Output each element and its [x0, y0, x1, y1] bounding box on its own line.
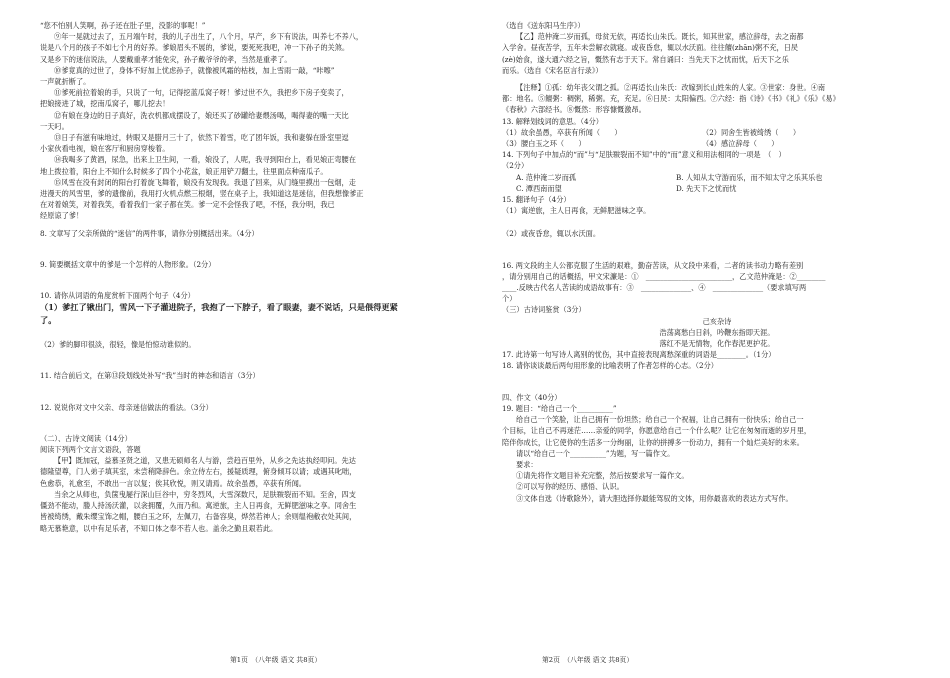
jia-passage-line: 当余之从师也，负箧曳屣行深山巨谷中，穷冬烈风，大雪深数尺，足肤皲裂而不知。至舍，四支 — [54, 489, 356, 499]
question-16-line: ____.反映古代名人苦读的成语故事有：③ ______________、④ ______________（要求填写两 — [502, 283, 807, 293]
essay-task: 请以“给自己一个__________”为题，写一篇作文。 — [516, 448, 675, 458]
text-line: 小家伙看电视，娘在客厅和厨房穿梭着。 — [40, 144, 170, 154]
text-line: ⑩爹竟真的过世了，身体不好加上忧虑孙子，就像被风霜的枯枝，加上雪雨一敲，“咔嚓” — [54, 65, 335, 75]
yi-passage-line: 【乙】范仲淹二岁而孤，母贫无依，再适长山朱氏。既长，知其世家，感泣辞母，去之南都 — [516, 32, 804, 42]
text-line: 在对着娘笑，对着我笑，看着我们一家子都在笑。爹一定不会怪我了吧，不怪，我分明，我已 — [40, 200, 335, 210]
jia-passage-line: 僵劲不能动，媵人持汤沃灌，以衾拥覆，久而乃和。寓逆旅，主人日再食，无鲜肥滋味之享。同舍生 — [40, 501, 357, 511]
question-14: 14. 下列句子中加点的“而”与“足肤皲裂而不知”中的“而”意义和用法相同的一项是 （ ） — [502, 150, 786, 160]
requirement-item: ②可以写你的经历、感悟、认识。 — [516, 482, 624, 492]
essay-prompt-line: 给自己一个笑脸，让自己拥有一份坦然；给自己一个祝福，让自己拥有一份快乐；给自己一 — [516, 415, 804, 425]
text-line: “您不怕别人笑啊，孙子还在肚子里，没影的事呢！” — [40, 21, 206, 30]
yi-passage-line: 入学舍。昼夜苦学，五年未尝解衣就寝。或夜昏怠，辄以水沃面。往往饘(zhān)粥不充，日昃 — [502, 43, 799, 53]
question-16-line: 个） — [502, 294, 517, 304]
text-line: 进漫天的风雪里，爹的遗像前，我用打火机点燃三根烟，竖在桌子上，我知道这是迷信，但我想像爹正 — [40, 189, 364, 199]
question-12: 12. 说说你对文中父亲、母亲迷信做法的看法。（3分） — [40, 402, 213, 412]
text-line: 把娘接进了城，挖南瓜窝子，哪儿挖去！ — [40, 99, 170, 109]
essay-prompt-line: 个目标，让自己不再迷茫……亲爱的同学，你愿意给自己一个什么呢？让它在匆匆而逝的岁月里， — [502, 426, 812, 436]
question-13-item: （1）故余虽愚，卒获有所闻（ ） — [502, 127, 622, 137]
text-line: ⑪爹死前拉着娘的手，只说了一句，记得挖蓝瓜窝子呀！爹过世不久，我把乡下房子变卖了， — [54, 88, 349, 98]
text-line: ⑫有娘在身边的日子真好，洗衣机都成摆设了，娘还买了砂罐给妻煨汤喝，喝得妻的嘴一天比 — [54, 110, 349, 120]
option-b: B. 人知从太守游而乐，而不知太守之乐其乐也 — [676, 172, 823, 182]
page-footer: 第1页 （八年级 语文 共8页） — [230, 656, 322, 664]
option-a: A. 范仲淹二岁而孤 — [516, 172, 577, 182]
text-line: 一声就折断了。 — [40, 77, 91, 87]
left-page — [40, 20, 470, 678]
question-15-item-2: （2）或夜昏怠，辄以水沃面。 — [502, 229, 601, 239]
text-line: 经原谅了爹！ — [40, 211, 84, 221]
notes-line: 【注释】①孤：幼年丧父谓之孤。②再适长山朱氏：改嫁到长山姓朱的人家。③世家：身世。④南 — [516, 83, 826, 93]
text-line: ⑭我喝多了黄酒，尿急，出来上卫生间，一看，娘没了，人呢，我寻到阳台上，看见娘正弯腰在 — [54, 155, 356, 165]
question-14-options-row — [502, 183, 932, 194]
jia-passage-line: 色愈恭，礼愈至，不敢出一言以复；俟其欣悦，则又请焉。故余虽愚，卒获有所闻。 — [40, 478, 306, 488]
question-10-sentence-1: （1）爹扛了锹出门，雪风一下子灌进院子，我抱了一下脖子，看了眼妻，妻不说话，只是偎得更紧 — [40, 302, 398, 313]
question-10-sentence-1-end: 了。 — [40, 315, 57, 326]
question-16-line: ，请分别用自己的话概括，甲文宋濂是：① ________________________，乙文范仲淹是：②________ — [502, 271, 826, 281]
question-13-row — [502, 138, 932, 149]
question-15: 15. 翻译句子（4分） — [502, 195, 571, 205]
text-line: ⑨年一晃就过去了，五月端午时，我的儿子出生了，八个月，早产，乡下有说法，叫养七不养八， — [54, 32, 364, 42]
section-4-heading: 四、作文（40分） — [502, 392, 562, 402]
question-17: 17. 此诗第一句写诗人离别的忧伤，其中直接表现离愁深重的词语是________。（1分） — [502, 350, 776, 360]
notes-line: 都：地名。⑤饘粥：稠粥，稀粥。充，充足。⑥日昃：太阳偏西。⑦六经：指《诗》《书》《礼》《乐》《易》 — [502, 94, 840, 104]
yi-passage-line: (zè)始食，遂大通六经之旨，慨然有志于天下。常自诵曰：当先天下之忧而忧，后天下之乐 — [502, 54, 789, 64]
right-page — [502, 20, 932, 678]
question-13: 13. 解释划线词的意思。（4分） — [502, 116, 603, 126]
jia-passage-line: 【甲】既加冠，益慕圣贤之道，又患无硕师名人与游，尝趋百里外，从乡之先达执经叩问。先达 — [54, 456, 356, 466]
jia-passage-line: 德隆望尊，门人弟子填其室，未尝稍降辞色。余立侍左右，援疑质理，俯身倾耳以请；或遇其叱咄， — [40, 467, 357, 477]
question-14-score: （2分） — [502, 161, 529, 171]
poem-line: 落红不是无情物，化作春泥更护花。 — [659, 339, 775, 349]
question-13-item: （2）同舍生皆被绮绣（ ） — [702, 127, 801, 137]
text-line: ⑬日子有滋有味地过，转眼又是腊月三十了，依然下着雪，吃了团年饭，我和妻躲在卧室里逗 — [54, 133, 349, 143]
question-13-item: （3）腰白玉之环（ ） — [502, 139, 586, 149]
question-10-sentence-2: （2）爹的脚印很淡，很轻，像是怕惊动谁似的。 — [40, 340, 196, 350]
question-14-options-row — [502, 172, 932, 183]
jia-passage-line: 略无慕艳意，以中有足乐者，不知口体之奉不若人也。盖余之勤且艰若此。 — [40, 523, 278, 533]
question-9: 9. 简要概括文章中的爹是一个怎样的人物形象。（2分） — [40, 259, 216, 269]
jia-passage-line: 皆被绮绣，戴朱缨宝饰之帽，腰白玉之环，左佩刀，右备容臭，烨然若神人；余则缊袍敝衣处其间， — [40, 512, 357, 522]
source-citation: （选自《送东阳马生序》） — [502, 21, 585, 30]
option-d: D. 先天下之忧而忧 — [676, 183, 737, 193]
question-13-row — [502, 127, 932, 138]
text-line: 一天叼。 — [40, 121, 69, 131]
section-2-heading: （二）、古诗文阅读（14分） — [40, 433, 132, 443]
question-11: 11. 结合前后文，在第⑬段划线处补写“我”当时的神态和语言（3分） — [40, 371, 260, 381]
option-c: C. 潭西南而望 — [516, 183, 562, 193]
requirement-item: ③文体自选（诗歌除外），请大胆选择你最能驾驭的文体，用你最喜欢的表达方式写作。 — [516, 493, 793, 503]
requirement-item: ①请先将作文题目补充完整，然后按要求写一篇作文。 — [516, 471, 689, 481]
poem-title: 己亥杂诗 — [702, 316, 732, 326]
yi-label: 【乙】 — [516, 32, 538, 42]
text-line: 又是乡下的迷信说法，人要戴重孝才能免灾，孙子戴爷爷的孝，当然是重孝了。 — [40, 54, 292, 64]
notes-line: 《春秋》六部经书。⑧慨然：形容慷慨激昂。 — [502, 105, 646, 115]
text-line: 地上拨拉着，阳台上不知什么时候多了四个小花盆，娘正用铲刀翻土，往里面点种南瓜子。 — [40, 166, 328, 176]
essay-prompt-line: 陪伴你成长，让它使你的生活多一分绚丽，让你的拼搏多一份动力，拥有一个灿烂美好的未来。 — [502, 437, 804, 447]
section-3-heading: （三）古诗词鉴赏（3分） — [502, 305, 586, 315]
yi-passage-line: 而乐。（选自《宋名臣言行录》） — [502, 65, 603, 75]
question-18: 18. 请你谈谈最后两句用形象的比喻表明了作者怎样的心志。（2分） — [502, 361, 718, 371]
question-16: 16. 两文段的主人公都克服了生活的艰难，勤奋苦读，从文段中来看，二者的读书动力略有差别 — [502, 260, 804, 270]
jia-label: 【甲】 — [54, 456, 76, 466]
question-13-item: （4）感泣辞母（ ） — [702, 139, 779, 149]
section-2-subheading: 阅读下列两个文言文语段，答题 — [40, 445, 141, 455]
page-footer: 第2页 （八年级 语文 共8页） — [542, 656, 634, 664]
story-continuation — [40, 20, 470, 222]
question-10: 10. 请你从词语的角度赏析下面两个句子（4分） — [40, 291, 195, 301]
text-line: 说是八个月的孩子不如七个月的好养。爹娘眉头不展的，爹说，要死死我吧，冲一下孙子的关煞。 — [40, 43, 350, 53]
question-15-item-1: （1）寓逆旅，主人日再食，无鲜肥滋味之享。 — [502, 206, 651, 216]
text-line: ⑮风雪在没有封闭的阳台打着旋飞舞着，娘没有发现我。我退了回来，从门缝里摸出一包烟，走 — [54, 177, 356, 187]
poem-line: 浩荡离愁白日斜，吟鞭东指即天涯。 — [659, 327, 775, 337]
question-19: 19. 题目：“给自己一个__________” — [502, 403, 617, 413]
question-8: 8. 文章写了父亲所做的“迷信”的两件事，请你分别概括出来。（4分） — [40, 228, 259, 238]
requirements-label: 要求： — [516, 459, 538, 469]
